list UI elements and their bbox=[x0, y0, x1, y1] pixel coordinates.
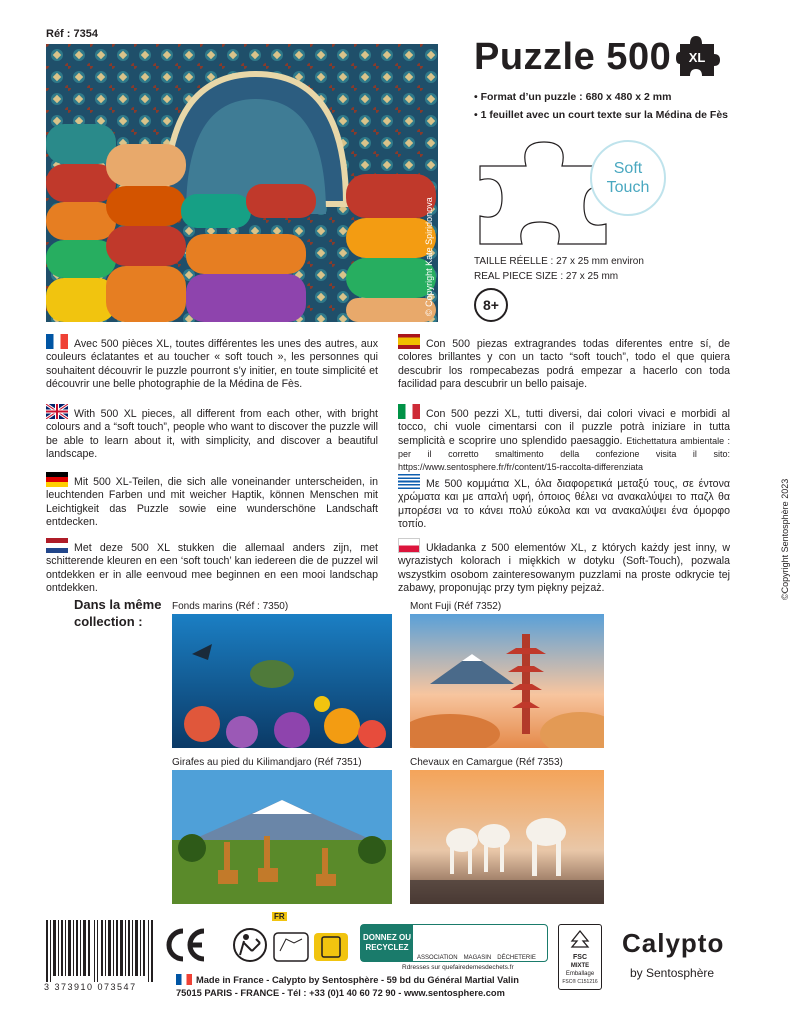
recycling-option-decheterie: DÉCHETERIE bbox=[497, 955, 536, 961]
recycling-fr-tag: FR bbox=[274, 912, 285, 921]
brand-logo: Calypto bbox=[622, 928, 725, 958]
recycling-footer: Rdresses sur quefairedemesdechets.fr bbox=[402, 964, 514, 971]
desc-en-block bbox=[46, 404, 378, 461]
xl-badge-text: XL bbox=[688, 50, 706, 65]
made-in-line1: Made in France - Calypto by Sentosphère - 59 bd du Général Martial Valin bbox=[196, 975, 519, 985]
thumb-chevaux bbox=[410, 770, 604, 904]
product-title: Puzzle 500 bbox=[474, 36, 672, 78]
recycling-option-association: ASSOCIATION bbox=[417, 955, 458, 961]
desc-de-block bbox=[46, 472, 378, 529]
flag-poland-icon bbox=[398, 538, 420, 553]
collection-heading bbox=[74, 596, 161, 630]
fsc-title: FSC bbox=[573, 954, 587, 961]
desc-el: Με 500 κομμάτια XL, όλα διαφορετικά μεταξύ τους, σε έντονα χρώματα και με απαλή υφή, όποιος θέλει να ανακαλύψει το παζλ θα μπορέσει να το κάνει πολύ εύκολα και να ανακαλύψει ένα όμορφο τοπίο. bbox=[398, 478, 730, 530]
made-in-line2: 75015 PARIS - FRANCE - Tél : +33 (0)1 40 60 72 90 - www.sentosphere.com bbox=[176, 988, 505, 998]
collection-heading-line2: collection : bbox=[74, 614, 143, 629]
piece-size-en: REAL PIECE SIZE : 27 x 25 mm bbox=[474, 271, 619, 282]
flag-greece-icon bbox=[398, 474, 420, 489]
flag-spain-icon bbox=[398, 334, 420, 349]
soft-touch-badge bbox=[590, 140, 666, 216]
sorting-info-icon bbox=[272, 925, 352, 965]
brand-by-sentosphere: by Sentosphère bbox=[630, 966, 715, 980]
fsc-code: FSC® C151216 bbox=[562, 979, 598, 985]
flag-netherlands-icon bbox=[46, 538, 68, 553]
recycling-title: DONNEZ OU RECYCLEZ bbox=[361, 925, 413, 961]
desc-it-note: Etichettatura ambientale : per il corretto smaltimento della confezione visita il sito: https://www.sentosphere.fr/fr/content/15-raccolta-differenziata bbox=[398, 435, 731, 473]
barcode bbox=[44, 920, 154, 982]
recycling-option-magasin: MAGASIN bbox=[463, 955, 492, 961]
recycling-info bbox=[360, 924, 548, 962]
triman-icon bbox=[232, 925, 268, 965]
fsc-mix: MIXTE bbox=[570, 963, 590, 969]
product-reference: Réf : 7354 bbox=[46, 28, 98, 40]
bullet-format: • Format d’un puzzle : 680 x 480 x 2 mm bbox=[474, 91, 672, 103]
desc-fr-block bbox=[46, 334, 378, 391]
xl-puzzle-piece-icon bbox=[676, 36, 720, 76]
flag-france-icon bbox=[46, 334, 68, 349]
desc-nl-block bbox=[46, 538, 378, 595]
format-bullets bbox=[474, 88, 774, 124]
flag-france-small-icon bbox=[176, 974, 192, 985]
flag-germany-icon bbox=[46, 472, 68, 487]
thumb-girafes bbox=[172, 770, 392, 904]
piece-size-text bbox=[474, 254, 644, 284]
hero-image-medina bbox=[46, 44, 438, 322]
desc-en: With 500 XL pieces, all different from each other, with bright colours and a “soft touch”, people who want to discover the puzzle will be able to learn about it, with simplicity, and discover a beautiful landscape. bbox=[46, 408, 378, 460]
thumb-mont-fuji bbox=[410, 614, 604, 748]
desc-pl: Układanka z 500 elementów XL, z których każdy jest inny, w wyrazistych kolorach i miękkich w dotyku (Soft-Touch), pozwala wszystkim osobom zainteresowanym puzzlami na proste odkrycie tej zabawy, proponując przy tym piękny pejzaż. bbox=[398, 542, 730, 594]
desc-fr: Avec 500 pièces XL, toutes différentes les unes des autres, aux couleurs éclatantes et au toucher « soft touch », les personnes qui souhaitent découvrir le puzzle pourront s’y initier, en toute simplicité et découvrir une belle photographie de la Médina de Fès. bbox=[46, 338, 378, 390]
fsc-tree-icon bbox=[568, 929, 592, 951]
desc-it: Con 500 pezzi XL, tutti diversi, dai colori vivaci e morbidi al tocco, chi vuole cimentarsi con il puzzle potrà iniziare in tutta semplicità e scoprire uno splendido paesaggio. bbox=[398, 408, 730, 447]
desc-el-block bbox=[398, 474, 730, 531]
copyright-vertical: ©Copyright Sentosphère 2023 bbox=[780, 478, 790, 600]
flag-italy-icon bbox=[398, 404, 420, 419]
desc-nl: Met deze 500 XL stukken die allemaal anders zijn, met schitterende kleuren en een ‘soft touch’ kan iedereen die de puzzel wil ontdekken er in alle eenvoud mee beginnen en een mooi landschap ontdekken. bbox=[46, 542, 378, 594]
made-in-block bbox=[176, 974, 519, 1000]
desc-it-block bbox=[398, 404, 730, 474]
collection-caption-girafes: Girafes au pied du Kilimandjaro (Réf 7351) bbox=[172, 757, 362, 768]
desc-pl-block bbox=[398, 538, 730, 595]
fsc-label bbox=[558, 924, 602, 990]
desc-es: Con 500 piezas extragrandes todas diferentes entre sí, de colores brillantes y con un tacto “soft touch”, todo el que quiera descubrir los rompecabezas podrá empezar a hacerlo con toda facilidad para descubrir un bello paisaje. bbox=[398, 338, 730, 390]
thumb-fonds-marins bbox=[172, 614, 392, 748]
collection-heading-line1: Dans la même bbox=[74, 597, 162, 612]
desc-es-block bbox=[398, 334, 730, 391]
collection-caption-mont-fuji: Mont Fuji (Réf 7352) bbox=[410, 601, 502, 612]
desc-de: Mit 500 XL-Teilen, die sich alle voneinander unterscheiden, in leuchtenden Farben und mit weicher Haptik, können Menschen mit Leichtigkeit das Puzzle sowie eine wunderschöne Landschaft entdecken. bbox=[46, 476, 378, 528]
ce-mark-icon bbox=[164, 925, 208, 965]
bullet-leaflet: • 1 feuillet avec un court texte sur la Médina de Fès bbox=[474, 109, 729, 121]
piece-size-fr: TAILLE RÉELLE : 27 x 25 mm environ bbox=[474, 256, 644, 267]
soft-touch-line1: Soft bbox=[613, 160, 643, 177]
collection-caption-chevaux: Chevaux en Camargue (Réf 7353) bbox=[410, 757, 563, 768]
barcode-number: 3 373910 073547 bbox=[44, 982, 137, 992]
flag-uk-icon bbox=[46, 404, 68, 419]
photo-credit: © Copyright Kate Spiridonova bbox=[424, 197, 434, 316]
collection-caption-fonds-marins: Fonds marins (Réf : 7350) bbox=[172, 601, 289, 612]
soft-touch-line2: Touch bbox=[606, 179, 650, 196]
age-badge: 8+ bbox=[474, 288, 508, 322]
fsc-sub: Emballage bbox=[565, 971, 595, 977]
